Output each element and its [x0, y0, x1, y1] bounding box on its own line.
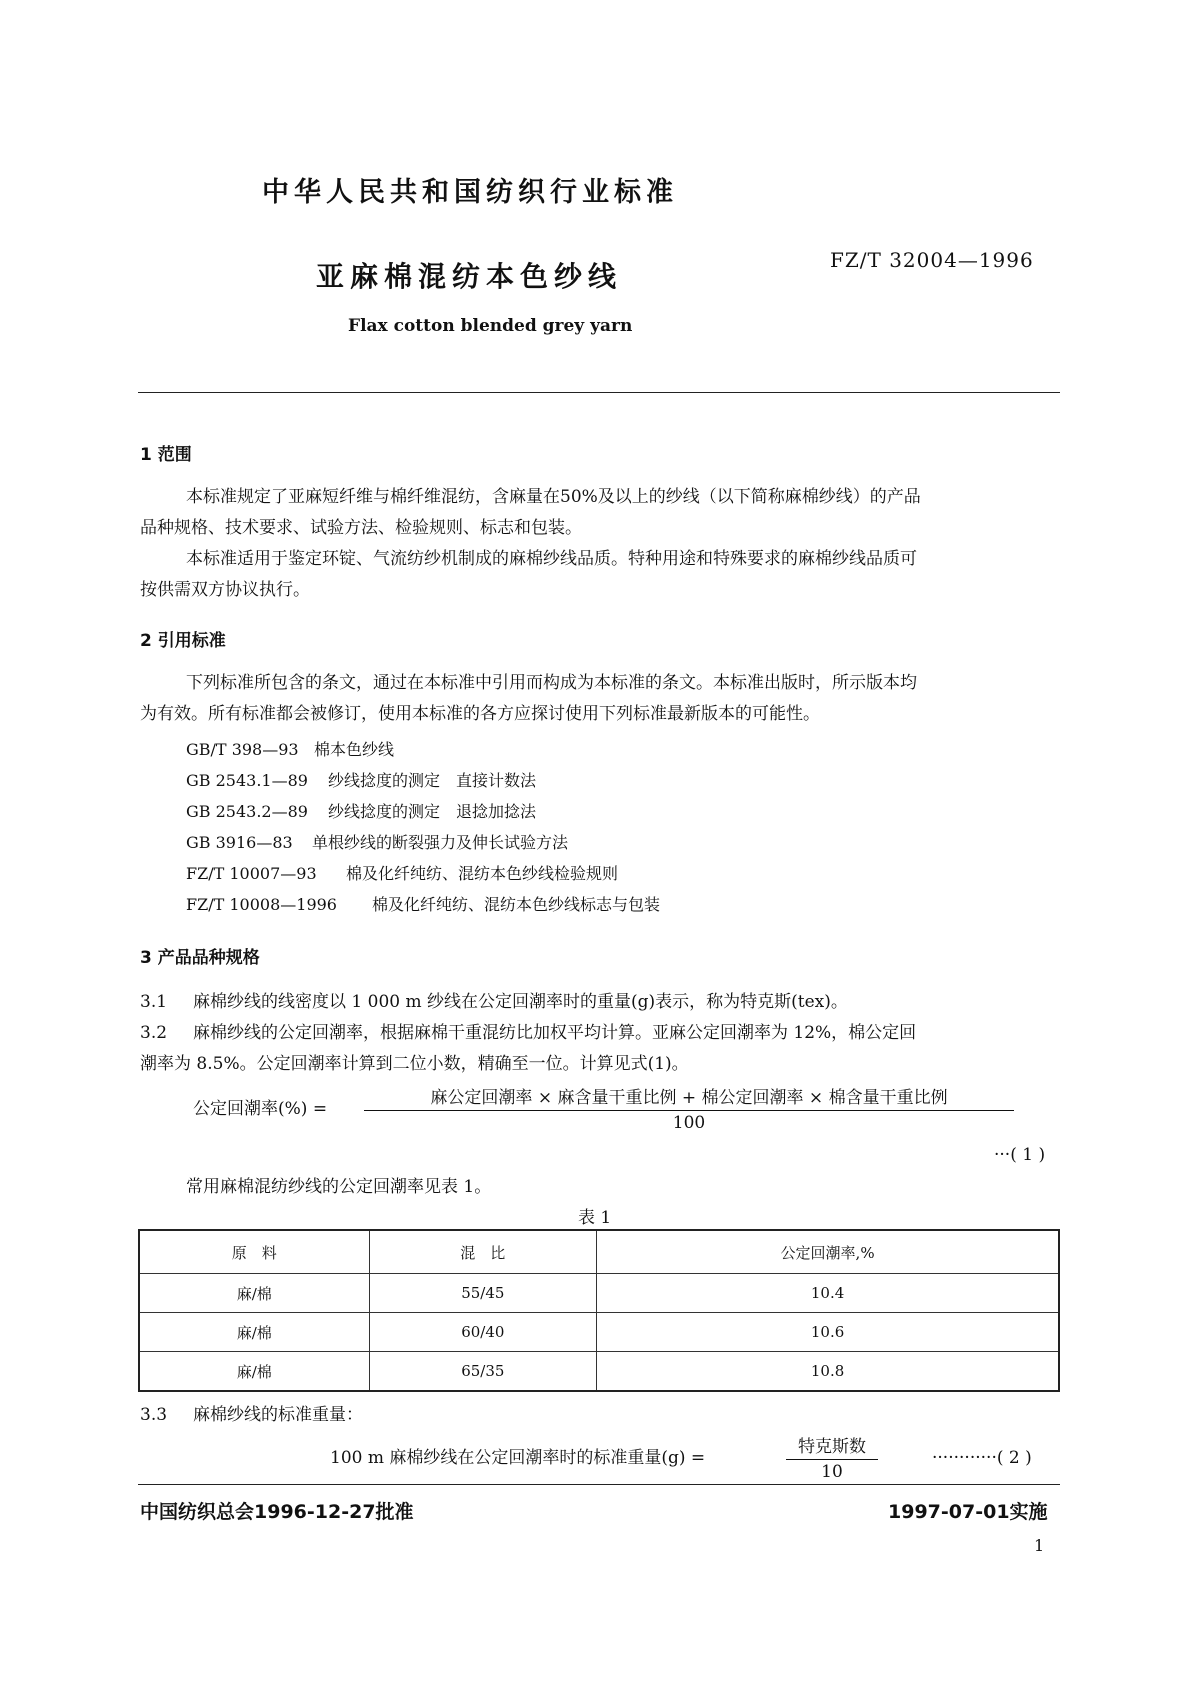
table-row [139, 1352, 1059, 1392]
clause-3-2-line1: 麻棉纱线的公定回潮率，根据麻棉干重混纺比加权平均计算。亚麻公定回潮率为 12%，棉公定回 [193, 1023, 917, 1043]
reference-item [186, 737, 394, 760]
reference-name: 单根纱线的断裂强力及伸长试验方法 [312, 833, 569, 852]
footer-divider [138, 1484, 1060, 1485]
reference-name: 棉及化纤纯纺、混纺本色纱线标志与包装 [372, 895, 661, 914]
reference-item [186, 799, 536, 822]
section-1-title: 1 范围 [140, 445, 192, 465]
s1-para2-line2: 按供需双方协议执行。 [140, 580, 310, 600]
reference-code: GB 2543.2—89 [186, 802, 308, 821]
s2-para1-line2: 为有效。所有标准都会被修订，使用本标准的各方应探讨使用下列标准最新版本的可能性。 [140, 704, 820, 724]
header-divider [138, 392, 1060, 393]
formula-2-fraction [786, 1432, 878, 1482]
formula-1-denominator: 100 [672, 1113, 706, 1133]
table-header-row [139, 1230, 1059, 1274]
clause-3-1-number: 3.1 [140, 992, 168, 1012]
reference-code: GB 3916—83 [186, 833, 293, 852]
section-3-title: 3 产品品种规格 [140, 948, 260, 968]
clause-3-2-line2: 潮率为 8.5%。公定回潮率计算到二位小数，精确至一位。计算见式(1)。 [140, 1054, 689, 1074]
english-title: Flax cotton blended grey yarn [348, 316, 633, 336]
formula-1-fraction [364, 1083, 1014, 1133]
formula-1-lhs: 公定回潮率(%) = [193, 1099, 328, 1119]
formula-1-numerator: 麻公定回潮率 × 麻含量干重比例 + 棉公定回潮率 × 棉含量干重比例 [364, 1083, 1014, 1111]
table-cell: 60/40 [369, 1313, 597, 1352]
approval-line: 中国纺织总会1996-12-27批准 [140, 1501, 414, 1523]
reference-name: 棉本色纱线 [314, 740, 395, 759]
column-header-ratio: 混 比 [369, 1230, 597, 1274]
clause-3-1-text: 麻棉纱线的线密度以 1 000 m 纱线在公定回潮率时的重量(g)表示，称为特克斯(tex)。 [193, 992, 848, 1012]
column-header-regain: 公定回潮率,% [597, 1230, 1059, 1274]
moisture-regain-table [138, 1229, 1060, 1392]
table-cell: 10.4 [597, 1274, 1059, 1313]
formula-1-tag: ···( 1 ) [994, 1145, 1046, 1165]
table-row [139, 1313, 1059, 1352]
reference-name: 棉及化纤纯纺、混纺本色纱线检验规则 [346, 864, 619, 883]
formula-2-numerator: 特克斯数 [786, 1432, 878, 1460]
table-cell: 10.8 [597, 1352, 1059, 1392]
s1-para1-line2: 品种规格、技术要求、试验方法、检验规则、标志和包装。 [140, 518, 582, 538]
standard-number: FZ/T 32004—1996 [830, 248, 1034, 272]
table-cell: 10.6 [597, 1313, 1059, 1352]
clause-3-3-text: 麻棉纱线的标准重量： [193, 1405, 363, 1425]
table-cell: 55/45 [369, 1274, 597, 1313]
table-caption: 表 1 [578, 1208, 612, 1228]
s1-para1-line1: 本标准规定了亚麻短纤维与棉纤维混纺，含麻量在50%及以上的纱线（以下简称麻棉纱线）的产品 [186, 487, 921, 507]
reference-name: 纱线捻度的测定 退捻加捻法 [328, 802, 537, 821]
reference-item [186, 768, 536, 791]
implementation-line: 1997-07-01实施 [888, 1501, 1048, 1523]
reference-item [186, 861, 618, 884]
reference-code: GB/T 398—93 [186, 740, 299, 759]
reference-item [186, 892, 660, 915]
table-cell: 麻/棉 [139, 1313, 369, 1352]
table-row [139, 1274, 1059, 1313]
section-2-title: 2 引用标准 [140, 631, 226, 651]
reference-item [186, 830, 568, 853]
s2-para1-line1: 下列标准所包含的条文，通过在本标准中引用而构成为本标准的条文。本标准出版时，所示版本均 [186, 673, 917, 693]
org-title: 中华人民共和国纺织行业标准 [262, 177, 678, 208]
reference-code: FZ/T 10007—93 [186, 864, 317, 883]
column-header-material: 原 料 [139, 1230, 369, 1274]
table-cell: 麻/棉 [139, 1274, 369, 1313]
clause-3-2-number: 3.2 [140, 1023, 168, 1043]
page-number: 1 [1034, 1536, 1045, 1555]
formula-2-tag: ············( 2 ) [932, 1448, 1032, 1468]
reference-code: FZ/T 10008—1996 [186, 895, 337, 914]
reference-code: GB 2543.1—89 [186, 771, 308, 790]
table-intro: 常用麻棉混纺纱线的公定回潮率见表 1。 [186, 1177, 492, 1197]
s1-para2-line1: 本标准适用于鉴定环锭、气流纺纱机制成的麻棉纱线品质。特种用途和特殊要求的麻棉纱线品质可 [186, 549, 917, 569]
formula-2-denominator: 10 [821, 1462, 843, 1482]
clause-3-3-number: 3.3 [140, 1405, 168, 1425]
reference-name: 纱线捻度的测定 直接计数法 [328, 771, 537, 790]
formula-2-lhs: 100 m 麻棉纱线在公定回潮率时的标准重量(g) = [330, 1448, 706, 1468]
table-cell: 麻/棉 [139, 1352, 369, 1392]
standard-title: 亚麻棉混纺本色纱线 [316, 260, 623, 293]
table-cell: 65/35 [369, 1352, 597, 1392]
